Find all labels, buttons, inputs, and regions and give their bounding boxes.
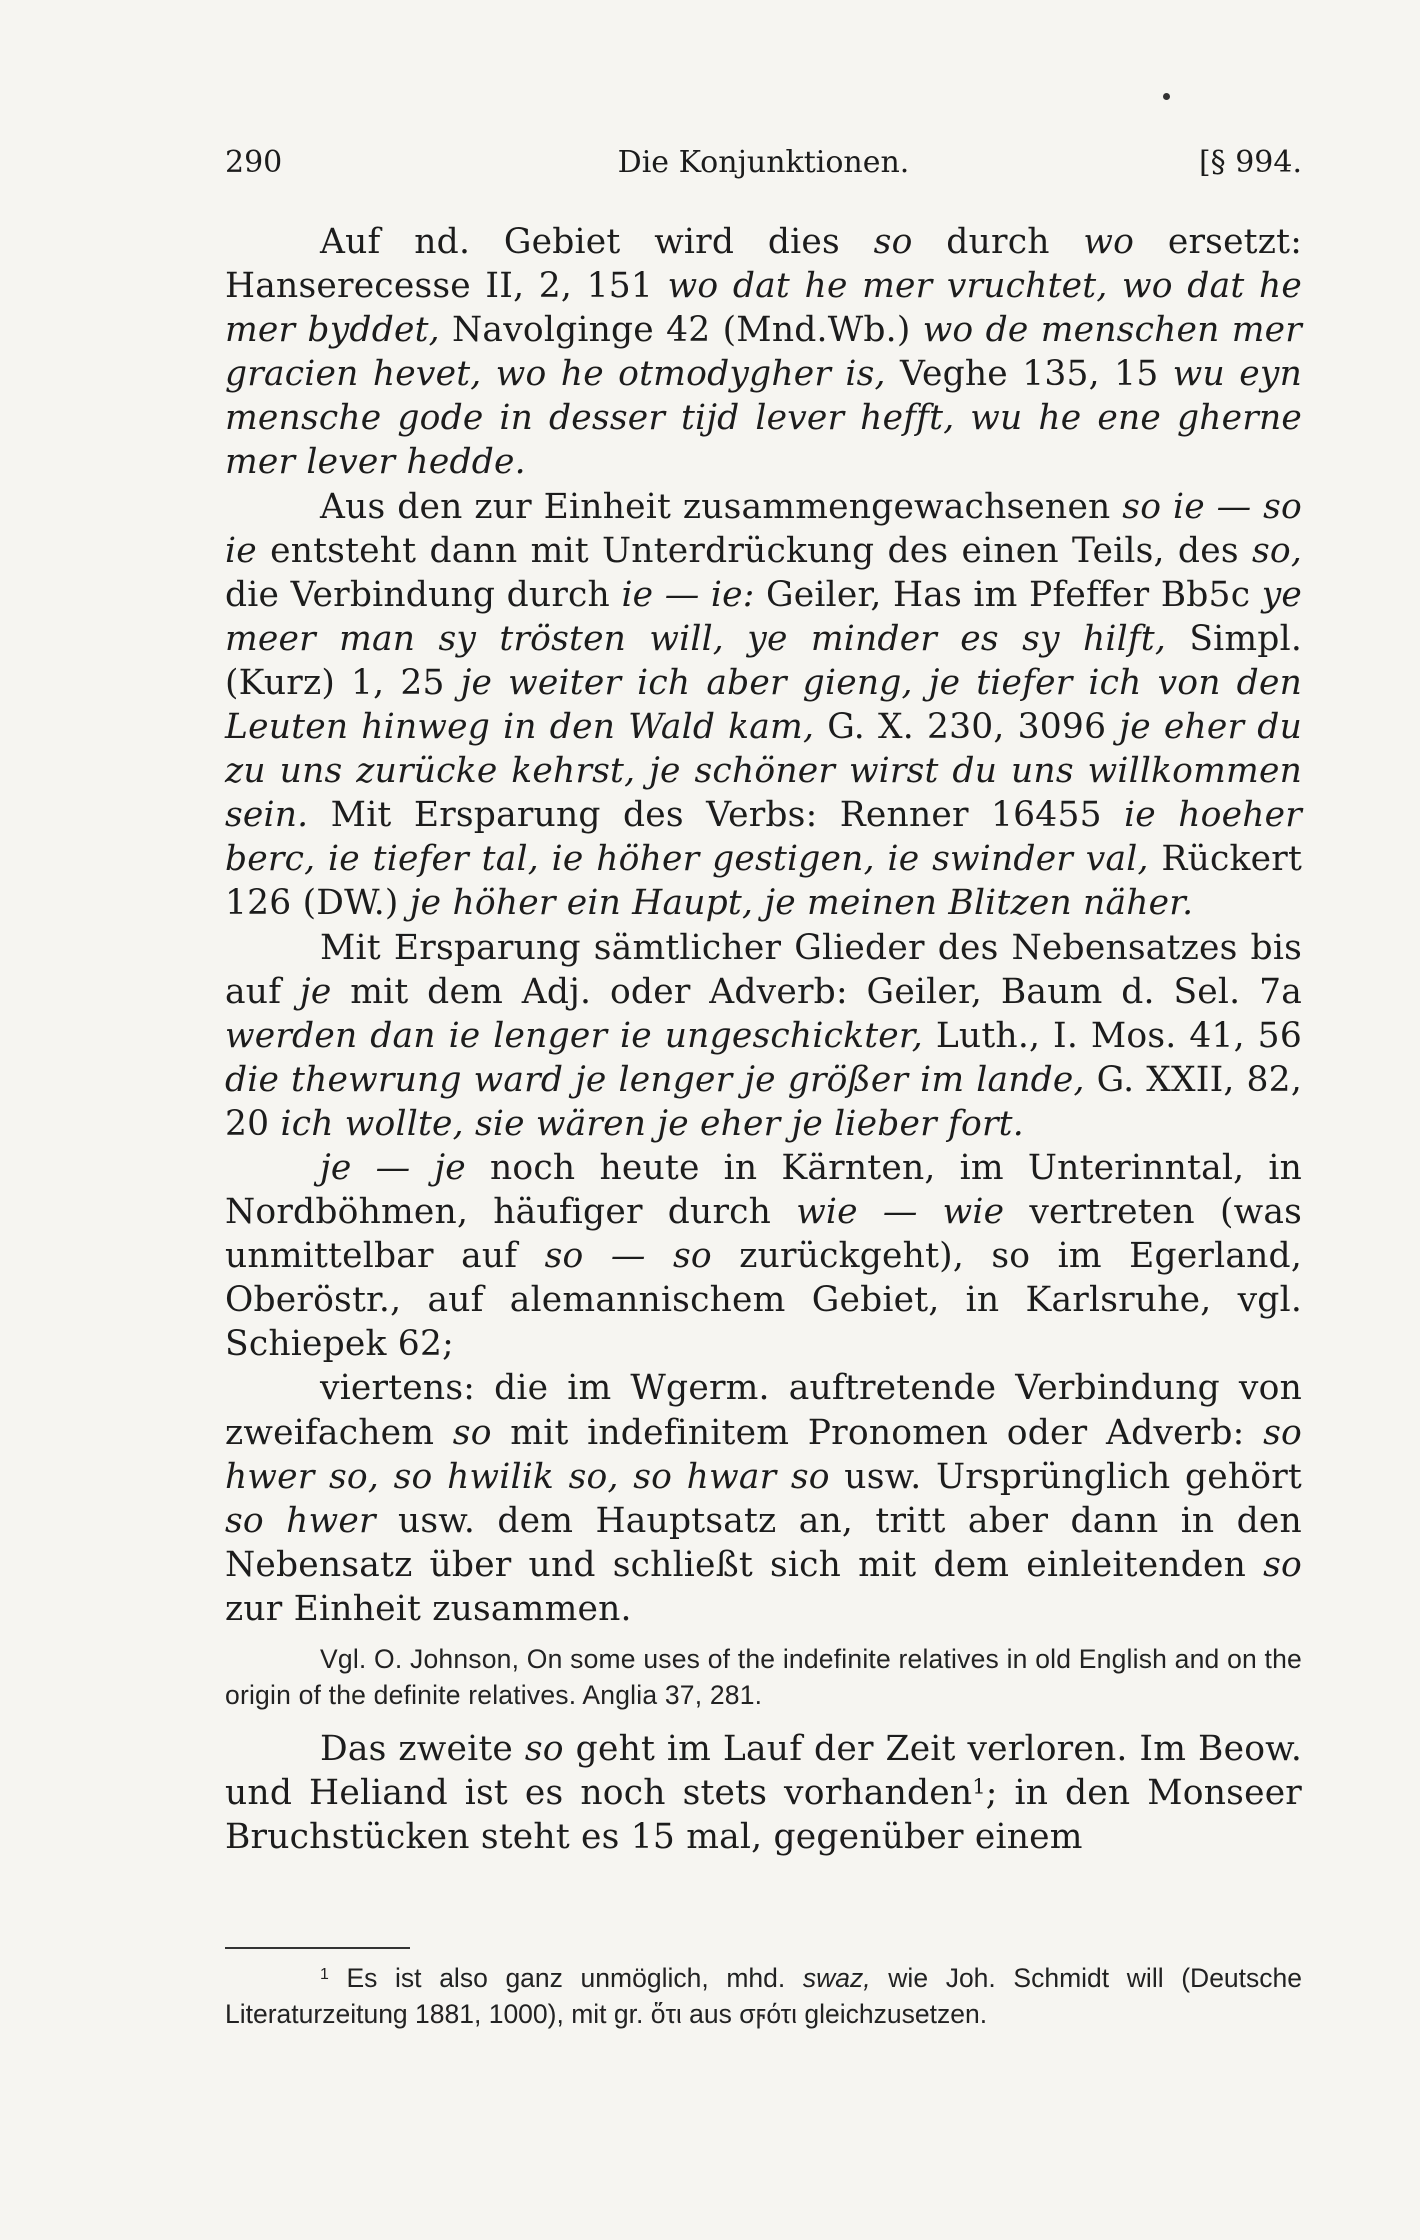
text-run: zur Einheit zusammen. bbox=[225, 1588, 632, 1629]
paragraph bbox=[225, 1727, 1302, 1859]
quoted-text: wo bbox=[1083, 222, 1135, 262]
running-title: Die Konjunktionen. bbox=[617, 145, 910, 180]
quoted-text: wie — wie bbox=[796, 1192, 1005, 1233]
quoted-text: je weiter ich aber gieng, je tiefer ich von den Leuten hinweg in den Wald kam, bbox=[225, 662, 1302, 748]
text-run: vertreten (was unmittelbar auf bbox=[225, 1192, 1303, 1277]
text-run: noch heute in Kärnten, im Unterinntal, in Nordböhmen, häufiger durch bbox=[225, 1147, 1302, 1233]
quoted-text: je — je bbox=[320, 1147, 466, 1188]
quoted-text: je eher du zu uns zurücke kehrst, je schöner wirst du uns willkommen sein. bbox=[225, 707, 1302, 836]
text-run: mit dem Adj. oder Adverb: Geiler, Baum d. Sel. 7a bbox=[331, 971, 1302, 1012]
running-header bbox=[225, 140, 1302, 186]
text-run: Mit Ersparung des Verbs: Renner 16455 bbox=[308, 795, 1125, 836]
text-run: durch bbox=[912, 222, 1084, 262]
text-run: Mit Ersparung sämtlicher Glieder des Nebensatzes bis auf bbox=[225, 927, 1302, 1012]
quoted-text: je höher ein Haupt, je meinen Blitzen näher. bbox=[409, 883, 1194, 924]
text-run: Geiler, Has im Pfeffer Bb5c bbox=[754, 574, 1262, 615]
text-run: G. X. 230, 3096 bbox=[814, 707, 1120, 748]
quoted-text: so hwer bbox=[225, 1500, 376, 1541]
paragraph bbox=[225, 1146, 1302, 1366]
text-run: Es ist also ganz unmöglich, mhd. bbox=[328, 1963, 803, 1993]
quoted-text: ich wollte, sie wären je eher je lieber fort. bbox=[280, 1103, 1024, 1144]
paragraph bbox=[225, 1366, 1302, 1631]
text-run: G. XXII, 82, 20 bbox=[225, 1059, 1302, 1144]
text-run: Simpl. (Kurz) 1, 25 bbox=[225, 618, 1302, 703]
quoted-text: so, bbox=[1251, 530, 1302, 571]
quoted-text: die thewrung ward je lenger je größer im lande, bbox=[225, 1059, 1085, 1100]
text-run: Vgl. O. Johnson, On some uses of the indefinite relatives in old English and on the origin of the definite relatives. Anglia 37, 281. bbox=[225, 1644, 1302, 1710]
text-run: usw. Ursprünglich gehört bbox=[829, 1456, 1303, 1497]
quoted-text: so ie — so ie bbox=[225, 486, 1303, 571]
paragraph bbox=[225, 220, 1302, 485]
quoted-text: so bbox=[873, 222, 913, 262]
quoted-text: werden dan ie lenger ie ungeschickter, bbox=[225, 1015, 923, 1056]
text-run: mit indefinitem Pronomen oder Adverb: bbox=[491, 1412, 1264, 1453]
text-run: Das zweite bbox=[320, 1729, 525, 1769]
quoted-text: so bbox=[452, 1412, 492, 1453]
text-run: Auf nd. Gebiet wird dies bbox=[320, 222, 874, 262]
footnote-rule bbox=[225, 1947, 410, 1949]
footnote bbox=[225, 1960, 1302, 2032]
text-run: usw. dem Hauptsatz an, tritt aber dann in den Nebensatz über und schließt sich mit dem einleitenden bbox=[225, 1500, 1302, 1585]
quoted-text: wo de menschen mer gracien hevet, wo he otmodygher is, bbox=[225, 310, 1302, 395]
text-run: Aus den zur Einheit zusammengewachsenen bbox=[320, 486, 1123, 527]
ink-speck bbox=[1163, 93, 1170, 100]
literature-note bbox=[225, 1641, 1302, 1713]
text-run: zurückgeht), so im Egerland, Oberöstr., auf alemannischem Gebiet, in Karlsruhe, vgl. Schiepek 62; bbox=[225, 1236, 1302, 1365]
quoted-text: so bbox=[1263, 1544, 1302, 1585]
text-run: Rückert 126 (DW.) bbox=[225, 839, 1303, 924]
text-run: geht im Lauf der Zeit verloren. Im Beow. und Heliand ist es noch stets vorhanden bbox=[225, 1729, 1302, 1814]
main-text bbox=[225, 220, 1302, 1859]
footnote-marker: 1 bbox=[320, 1966, 329, 1984]
text-run: ersetzt: Hanserecesse II, 2, 151 bbox=[225, 222, 1303, 307]
quoted-text: so — so bbox=[544, 1236, 712, 1277]
quoted-text: swaz, bbox=[802, 1963, 871, 1993]
text-run: Veghe 135, 15 bbox=[885, 354, 1173, 395]
text-run: ; in den Monseer Bruchstücken steht es 15 mal, gegenüber einem bbox=[225, 1773, 1302, 1858]
section-number: [§ 994. bbox=[1198, 145, 1302, 180]
quoted-text: so bbox=[524, 1729, 564, 1769]
quoted-text: ie — ie: bbox=[621, 574, 755, 615]
quoted-text: ie hoeher berc, ie tiefer tal, ie höher gestigen, ie swinder val, bbox=[225, 795, 1302, 880]
quoted-text: wu eyn mensche gode in desser tijd lever hefft, wu he ene gherne mer lever hedde. bbox=[225, 354, 1302, 483]
text-run: viertens: die im Wgerm. auftretende Verbindung von zweifachem bbox=[225, 1368, 1302, 1453]
paragraph bbox=[225, 485, 1302, 926]
text-run: wie Joh. Schmidt will (Deutsche Literaturzeitung 1881, 1000), mit gr. ὅτι aus σϝότι gleichzusetzen. bbox=[225, 1963, 1303, 2029]
text-run: Luth., I. Mos. 41, 56 bbox=[922, 1015, 1302, 1056]
quoted-text: je bbox=[299, 971, 332, 1012]
text-run: die Verbindung durch bbox=[225, 574, 622, 615]
quoted-text: ye meer man sy trösten will, ye minder es sy hilft, bbox=[225, 574, 1302, 659]
footnote-marker: 1 bbox=[972, 1774, 986, 1799]
text-run: Navolginge 42 (Mnd.Wb.) bbox=[439, 310, 923, 351]
paragraph bbox=[225, 926, 1302, 1146]
text-run: entsteht dann mit Unterdrückung des einen Teils, des bbox=[256, 530, 1252, 571]
footnote-text bbox=[225, 1960, 1302, 2032]
quoted-text: wo dat he mer vruchtet, wo dat he mer byddet, bbox=[225, 266, 1302, 351]
page-number: 290 bbox=[225, 145, 283, 180]
quoted-text: so hwer so, so hwilik so, so hwar so bbox=[225, 1412, 1302, 1497]
